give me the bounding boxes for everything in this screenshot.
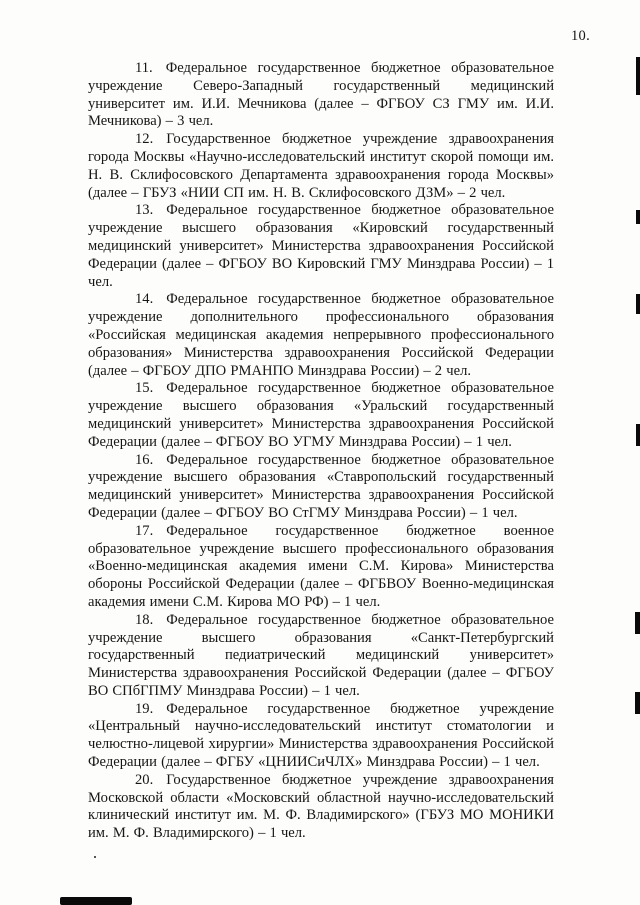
item-text: Федеральное государственное бюджетное образовательное учреждение высшего образования «Кировский государственный медицинский университет» Министерства здравоохранения Российской Федерации (далее – ФГБОУ ВО Кировский ГМУ Минздрава России) – 1 чел. (88, 202, 554, 290)
scan-artifact (636, 294, 640, 314)
page-number: 10. (570, 28, 590, 44)
scan-artifact (60, 897, 132, 905)
item-text: Федеральное государственное бюджетное образовательное учреждение высшего образования «Уральский государственный медицинский университет» Министерства здравоохранения Российской Федерации (далее – ФГБОУ ВО УГМУ Минздрава России) – 1 чел. (88, 380, 554, 450)
list-item-11 (88, 60, 554, 131)
list-item-17 (88, 523, 554, 612)
item-number: 12. (135, 131, 154, 148)
item-number: 15. (135, 380, 154, 397)
item-number: 18. (135, 611, 154, 628)
item-text: Федеральное государственное бюджетное образовательное учреждение дополнительного профессионального образования «Российская медицинская академия непрерывного профессионального образования» Министерства здравоохранения Российской Федерации (далее – ФГБОУ ДПО РМАНПО Минздрава России) – 2 чел. (88, 291, 554, 379)
list-item-14 (88, 291, 554, 380)
item-number: 14. (135, 291, 154, 308)
list-item-16 (88, 452, 554, 523)
item-number: 17. (135, 522, 154, 539)
item-text: Федеральное государственное бюджетное учреждение «Центральный научно-исследовательский институт стоматологии и челюстно-лицевой хирургии» Министерства здравоохранения Российской Федерации (далее – ФГБУ «ЦНИИСиЧЛХ» Минздрава России) – 1 чел. (88, 700, 554, 771)
item-text: Государственное бюджетное учреждение здравоохранения Московской области «Московский областной научно-исследовательский клинический институт им. М. Ф. Владимирского» (ГБУЗ МО МОНИКИ им. М. Ф. Владимирского) – 1 чел. (88, 771, 554, 842)
item-number: 11. (135, 60, 153, 76)
list-item-18 (88, 612, 554, 701)
item-number: 13. (135, 202, 154, 219)
list-item-13 (88, 202, 554, 291)
item-number: 20. (135, 771, 154, 788)
item-text: Федеральное государственное бюджетное образовательное учреждение высшего образования «Санкт-Петербургский государственный педиатрический медицинский университет» Министерства здравоохранения Российской Федерации (далее – ФГБОУ ВО СПбГПМУ Минздрава России) – 1 чел. (88, 611, 554, 699)
document-body (88, 60, 554, 843)
list-item-12 (88, 131, 554, 202)
scan-artifact (636, 424, 640, 446)
item-text: Федеральное государственное бюджетное образовательное учреждение высшего образования «Ставропольский государственный медицинский университет» Министерства здравоохранения Российской Федерации (далее – ФГБОУ ВО СтГМУ Минздрава России) – 1 чел. (88, 451, 554, 521)
scan-artifact (635, 692, 640, 714)
scan-artifact (636, 57, 640, 95)
item-text: Федеральное государственное бюджетное образовательное учреждение Северо-Западный государственный медицинский университет им. И.И. Мечникова (далее – ФГБОУ СЗ ГМУ им. И.И. Мечникова) – 3 чел. (88, 60, 554, 130)
list-item-20 (88, 772, 554, 843)
list-item-19 (88, 701, 554, 772)
item-number: 16. (135, 451, 154, 468)
item-text: Федеральное государственное бюджетное военное образовательное учреждение высшего профессионального образования «Военно-медицинская академия имени С.М. Кирова» Министерства обороны Российской Федерации (далее – ФГБВОУ Военно-медицинская академия имени С.М. Кирова МО РФ) – 1 чел. (88, 522, 554, 610)
list-item-15 (88, 380, 554, 451)
scan-artifact (635, 612, 640, 634)
item-number: 19. (135, 700, 154, 717)
item-text: Государственное бюджетное учреждение здравоохранения города Москвы «Научно-исследовательский институт скорой помощи им. Н. В. Склифосовского Департамента здравоохранения города Москвы» (далее – ГБУЗ «НИИ СП им. Н. В. Склифосовского ДЗМ» – 2 чел. (88, 131, 554, 201)
scan-artifact (94, 856, 96, 858)
scan-artifact (636, 210, 640, 224)
